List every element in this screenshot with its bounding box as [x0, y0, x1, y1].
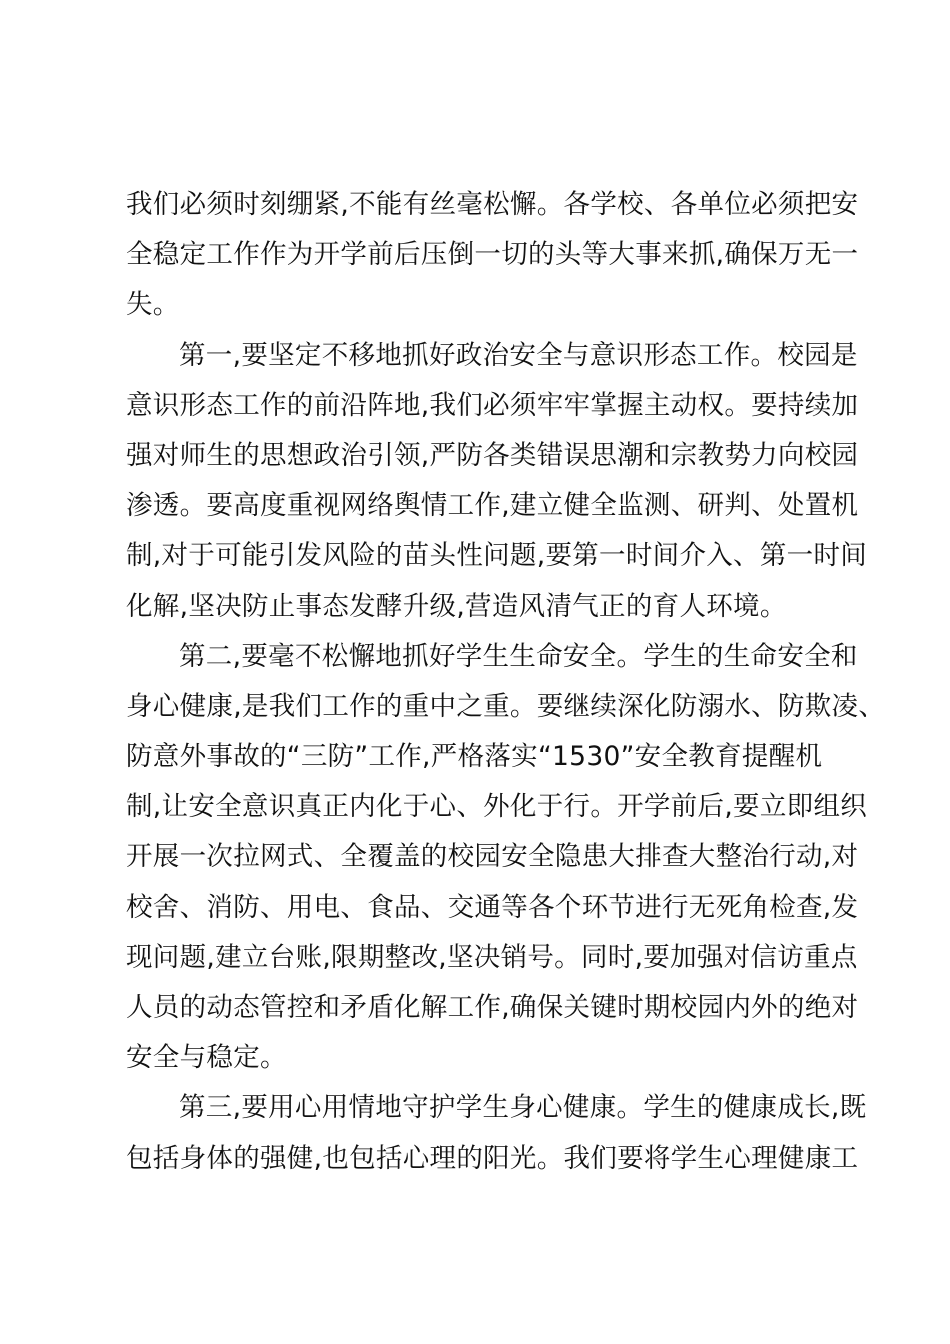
text-line: 开展一次拉网式、全覆盖的校园安全隐患大排查大整治行动,对 [126, 841, 859, 873]
text-line: 安全与稳定。 [126, 1042, 287, 1074]
document-body [126, 180, 886, 1184]
text-line: 制,对于可能引发风险的苗头性问题,要第一时间介入、第一时间 [126, 540, 868, 572]
text-line: 渗透。要高度重视网络舆情工作,建立健全监测、研判、处置机 [126, 490, 859, 522]
text-line: 我们必须时刻绷紧,不能有丝毫松懈。各学校、各单位必须把安 [126, 189, 859, 220]
paragraph-start-line: 第一,要坚定不移地抓好政治安全与意识形态工作。校园是 [179, 339, 858, 371]
text-line: 防意外事故的“三防”工作,严格落实“1530”安全教育提醒机 [126, 741, 823, 773]
text-line: 现问题,建立台账,限期整改,坚决销号。同时,要加强对信访重点 [126, 941, 858, 973]
text-line: 身心健康,是我们工作的重中之重。要继续深化防溺水、防欺凌、 [126, 690, 886, 722]
text-line: 包括身体的强健,也包括心理的阳光。我们要将学生心理健康工 [126, 1142, 859, 1174]
text-line: 失。 [126, 289, 180, 321]
text-line: 校舍、消防、用电、食品、交通等各个环节进行无死角检查,发 [126, 891, 859, 923]
text-line: 化解,坚决防止事态发酵升级,营造风清气正的育人环境。 [126, 590, 787, 622]
text-line: 全稳定工作作为开学前后压倒一切的头等大事来抓,确保万无一 [126, 239, 859, 271]
text-line: 制,让安全意识真正内化于心、外化于行。开学前后,要立即组织 [126, 791, 868, 823]
text-line: 人员的动态管控和矛盾化解工作,确保关键时期校园内外的绝对 [126, 992, 859, 1023]
text-line: 强对师生的思想政治引领,严防各类错误思潮和宗教势力向校园 [126, 439, 859, 471]
paragraph-start-line: 第二,要毫不松懈地抓好学生生命安全。学生的生命安全和 [179, 640, 858, 672]
paragraph-start-line: 第三,要用心用情地守护学生身心健康。学生的健康成长,既 [179, 1092, 867, 1124]
text-line: 意识形态工作的前沿阵地,我们必须牢牢掌握主动权。要持续加 [126, 389, 859, 421]
